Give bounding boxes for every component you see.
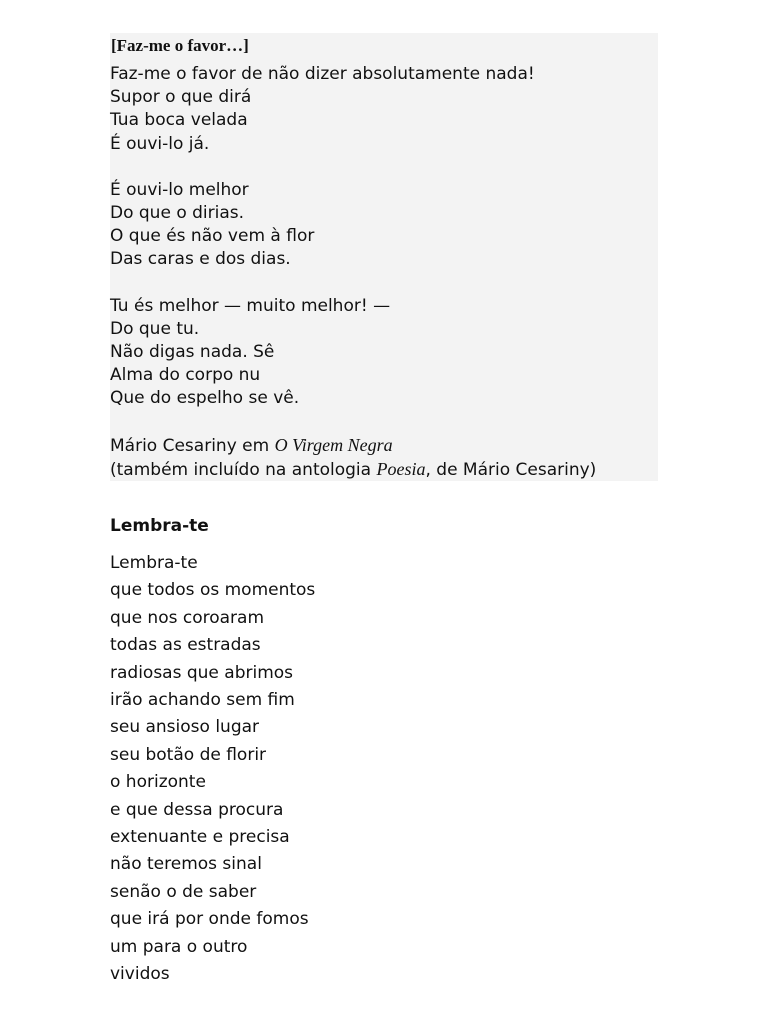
poem-line: radiosas que abrimos xyxy=(110,662,294,683)
poem-line: Lembra-te xyxy=(110,553,198,573)
poem-line: extenuante e precisa xyxy=(110,827,290,848)
anthology-title: Poesia xyxy=(376,458,426,479)
stanza-2 xyxy=(110,179,658,272)
poem-line: É ouvi-lo já. xyxy=(110,133,210,154)
poem-line: Do que o dirias. xyxy=(110,203,245,224)
poem-line: um para o outro xyxy=(110,936,248,957)
poem-title: [Faz-me o favor…] xyxy=(111,36,249,55)
poem-line: Supor o que dirá xyxy=(110,87,252,108)
stanza-1 xyxy=(110,63,658,156)
poem-line: seu ansioso lugar xyxy=(110,717,260,738)
poem-line: o horizonte xyxy=(110,772,206,793)
poem-block-lembra-te xyxy=(110,514,658,989)
poem-line: Do que tu. xyxy=(110,318,200,339)
poem-line: senão o de saber xyxy=(110,881,257,902)
poem-line: seu botão de florir xyxy=(110,744,267,765)
poem-line: Que do espelho se vê. xyxy=(110,388,300,409)
poem-line: O que és não vem à flor xyxy=(110,226,315,247)
attribution-line-1 xyxy=(110,434,658,458)
poem-line: vividos xyxy=(110,964,170,985)
poem-line: Tu és melhor — muito melhor! — xyxy=(110,295,391,316)
poem-block-faz-me-o-favor xyxy=(110,33,658,481)
poem-line: e que dessa procura xyxy=(110,799,284,820)
attribution xyxy=(110,434,658,482)
poem-line: não teremos sinal xyxy=(110,854,262,875)
poem-line: que todos os momentos xyxy=(110,580,316,601)
author-prefix: Mário Cesariny em xyxy=(110,435,275,456)
poem-line: Não digas nada. Sê xyxy=(110,342,275,363)
poem-line: que irá por onde fomos xyxy=(110,909,309,930)
book-title: O Virgem Negra xyxy=(274,434,393,455)
anthology-suffix: , de Mário Cesariny) xyxy=(425,459,597,480)
attribution-line-2 xyxy=(110,458,658,482)
poem-line: Faz-me o favor de não dizer absolutamente nada! xyxy=(110,64,535,84)
anthology-prefix: (também incluído na antologia xyxy=(110,459,377,480)
poem-line: todas as estradas xyxy=(110,635,261,656)
poem-line: Alma do corpo nu xyxy=(110,365,261,386)
poem-line: irão achando sem fim xyxy=(110,690,295,711)
poem-line: Tua boca velada xyxy=(110,110,248,131)
stanza-3 xyxy=(110,295,658,411)
poem-lines xyxy=(110,550,658,989)
poem-title: Lembra-te xyxy=(110,516,209,536)
poem-line: que nos coroaram xyxy=(110,607,265,628)
poem-line: É ouvi-lo melhor xyxy=(110,179,249,200)
poem-line: Das caras e dos dias. xyxy=(110,249,291,270)
